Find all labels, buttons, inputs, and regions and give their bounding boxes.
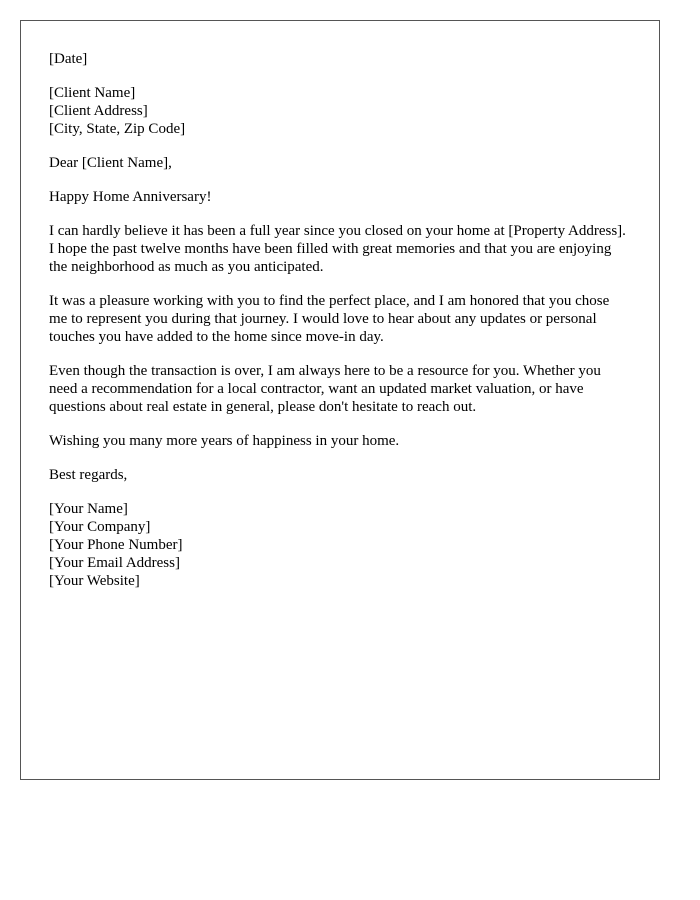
signature-phone: [Your Phone Number] — [49, 537, 183, 553]
signature-name: [Your Name] — [49, 501, 128, 517]
recipient-address-block — [49, 84, 631, 138]
signature-email: [Your Email Address] — [49, 555, 180, 571]
body-paragraph-2: It was a pleasure working with you to find the perfect place, and I am honored that you chose me to represent you during that journey. I would love to hear about any updates or personal touches you have added to the home since move-in day. — [49, 293, 610, 345]
greeting: Happy Home Anniversary! — [49, 189, 212, 205]
recipient-city-state-zip: [City, State, Zip Code] — [49, 121, 186, 137]
signature-company: [Your Company] — [49, 519, 151, 535]
body-paragraph-3: Even though the transaction is over, I am always here to be a resource for you. Whether you need a recommendation for a local contractor, want an updated market valuation, or have questions about real estate in general, please don't hesitate to reach out. — [49, 363, 601, 415]
recipient-name: [Client Name] — [49, 85, 136, 101]
signature-website: [Your Website] — [49, 573, 140, 589]
letter-page — [20, 20, 660, 780]
body-paragraph-1: I can hardly believe it has been a full year since you closed on your home at [Property Address]. I hope the past twelve months have been filled with great memories and that you are enjoying the neighborhood as much as you anticipated. — [49, 223, 626, 275]
letter-date: [Date] — [49, 51, 88, 67]
body-paragraph-4: Wishing you many more years of happiness in your home. — [49, 433, 400, 449]
salutation: Dear [Client Name], — [49, 155, 172, 171]
recipient-address: [Client Address] — [49, 103, 148, 119]
signature-block — [49, 500, 631, 590]
closing: Best regards, — [49, 467, 128, 483]
